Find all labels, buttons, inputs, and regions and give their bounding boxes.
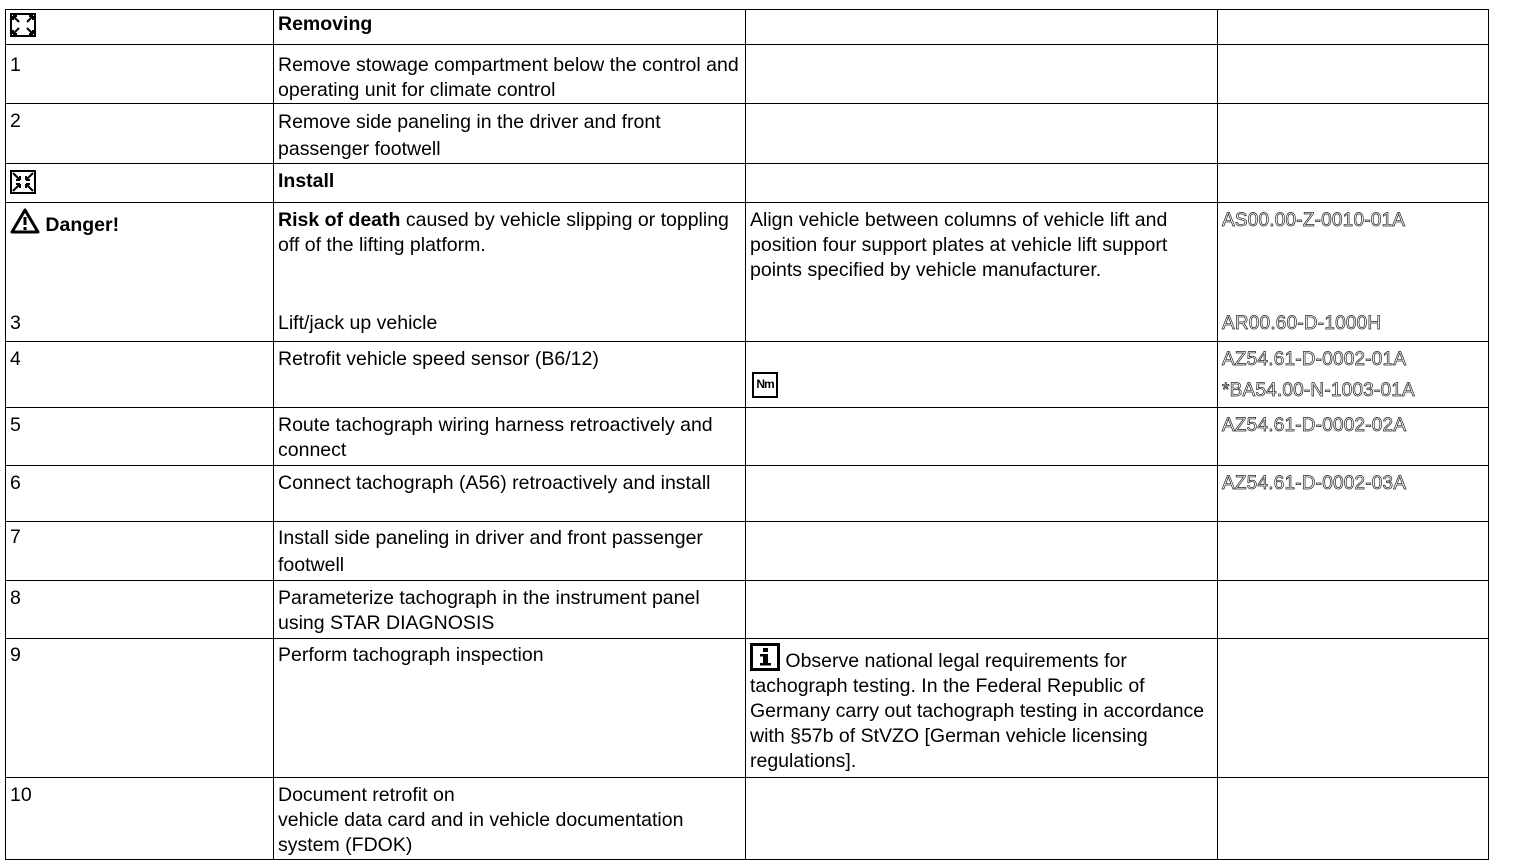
step-number: 5 [6,408,274,466]
danger-ref-cell [1218,203,1489,342]
info-icon [750,643,780,671]
step-text: Retrofit vehicle speed sensor (B6/12) [274,342,746,408]
step-text: Route tachograph wiring harness retroactively and connect [274,408,746,466]
procedure-table [5,9,1489,860]
document-reference[interactable]: AZ54.61-D-0002-02A [1222,415,1407,436]
info-note-cell [746,639,1218,778]
step-number: 10 [6,778,274,860]
warning-triangle-icon [10,208,40,234]
table-row [6,10,1489,45]
danger-note: Align vehicle between columns of vehicle lift and position four support plates at vehicle lift support points specified by vehicle manufacturer. [746,203,1218,342]
table-row [6,203,1489,342]
step-text: Perform tachograph inspection [274,639,746,778]
install-arrows-icon [10,170,36,194]
table-row [6,466,1489,522]
step-text: Document retrofit on [278,784,455,806]
danger-text-cell [274,203,746,342]
step-text: Remove stowage compartment below the control and operating unit for climate control [274,45,746,104]
table-row [6,639,1489,778]
step-text: vehicle data card and in vehicle documentation system (FDOK) [278,809,684,856]
section-icon-cell [6,10,274,45]
section-title-removing: Removing [274,10,746,45]
table-row [6,342,1489,408]
remove-arrows-icon [10,13,36,37]
info-note-text: Observe national legal requirements for tachograph testing. In the Federal Republic of Germany carry out tachograph testing in accordance with §57b of StVZO [German vehicle licensing regulations]. [750,650,1205,772]
step-text: Connect tachograph (A56) retroactively and install [274,466,746,522]
step-text: Parameterize tachograph in the instrument panel using STAR DIAGNOSIS [274,581,746,639]
section-title-install: Install [274,164,746,203]
table-row [6,581,1489,639]
table-row [6,164,1489,203]
danger-cell [6,203,274,342]
document-reference[interactable]: AR00.60-D-1000H [1222,313,1382,334]
danger-label: Danger! [45,214,120,236]
document-reference[interactable]: AZ54.61-D-0002-01A [1222,349,1407,370]
document-reference[interactable]: AZ54.61-D-0002-03A [1222,473,1407,494]
step-number: 2 [6,104,274,164]
torque-nm-icon[interactable] [752,372,778,398]
table-row [6,45,1489,104]
step-number: 4 [6,342,274,408]
document-reference[interactable]: *BA54.00-N-1003-01A [1222,380,1415,401]
section-icon-cell [6,164,274,203]
step-number: 7 [6,522,274,581]
step-text-cell [274,778,746,860]
table-row [6,104,1489,164]
step-number: 8 [6,581,274,639]
step-number: 6 [6,466,274,522]
step-text: Remove side paneling in the driver and front passenger footwell [274,104,746,164]
table-row [6,408,1489,466]
torque-cell [746,342,1218,408]
step-text: Lift/jack up vehicle [278,312,438,334]
table-row [6,522,1489,581]
danger-text: caused by vehicle slipping or toppling off of the lifting platform. [278,209,729,256]
table-row [6,778,1489,860]
step-number: 1 [6,45,274,104]
danger-bold-text: Risk of death [278,209,401,231]
document-reference[interactable]: AS00.00-Z-0010-01A [1222,210,1406,231]
ref-cell [1218,342,1489,408]
step-text: Install side paneling in driver and front passenger footwell [274,522,746,581]
step-number: 3 [10,312,21,334]
step-number: 9 [6,639,274,778]
torque-nm-label: Nm [756,377,774,391]
